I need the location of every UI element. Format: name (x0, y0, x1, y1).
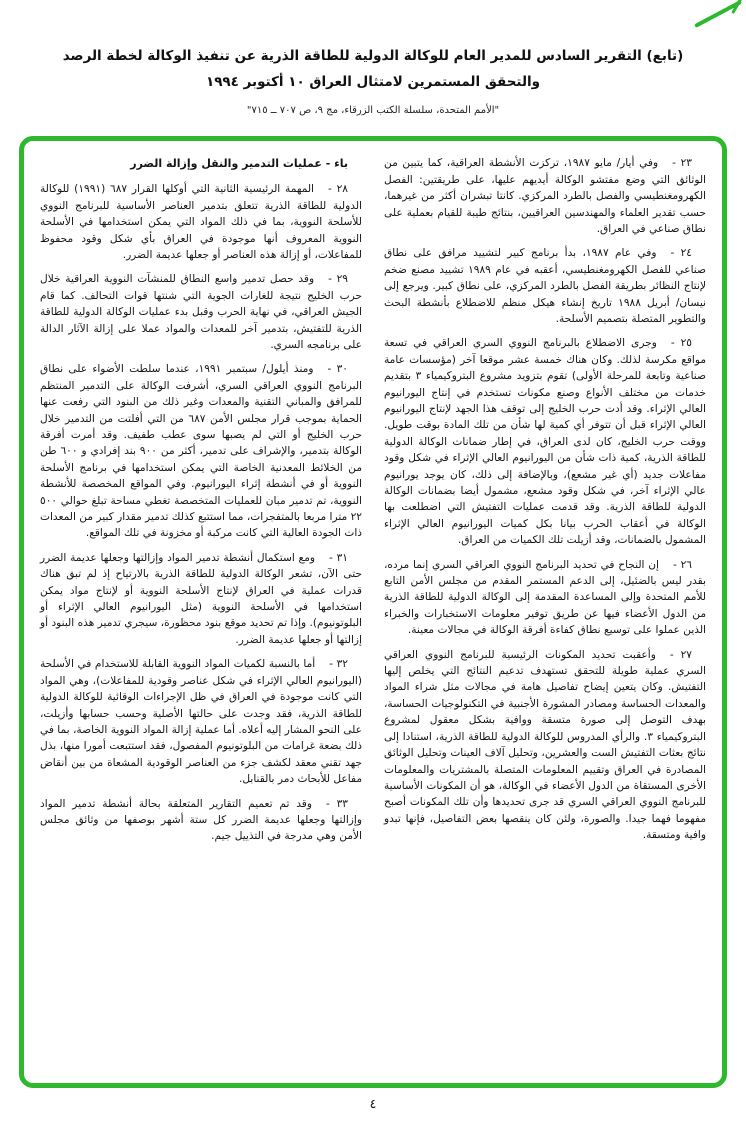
header-title-line-1: (تابع) التقرير السادس للمدير العام للوكالة الدولية للطاقة الذرية عن تنفيذ الوكالة لخطة الرصد (62, 48, 684, 64)
paragraph-number: ٢٣ - (672, 157, 692, 170)
header-source-citation: "الأمم المتحدة، سلسلة الكتب الزرقاء، مج ٩، ص ٧٠٧ ــ ٧١٥" (246, 105, 500, 117)
right-column (384, 155, 706, 1073)
paragraph-text: المهمة الرئيسية الثانية التي أوكلها القرار ٦٨٧ (١٩٩١) للوكالة الدولية للطاقة الذرية تتعلق بتدمير العناصر الأساسية للبرنامج النووي للأسلحة النووية، بما في ذلك المواد التي يمكن استخدامها في الأسلحة النووية المعروف أنها موجودة في العراق بأي شكل وقود محفوظ للمفاعلات، أو إزالة هذه العناصر أو جعلها عديمة الضرر. (40, 183, 362, 261)
paragraph-text: وفي عام ١٩٨٧، بدأ برنامج كبير لتشييد مرافق على نطاق صناعي للفصل الكهرومغنطيسي، أعقبه في عام ١٩٨٩ تشييد مصنع ضخم لإنتاج النظائر بطريقة الفصل بالطرد المركزي، على نطاق كبير. ويرجع إلى نيسان/ أبريل ١٩٨٨ تاريخ إنشاء هيكل منظم للاضطلاع بأنشطة البحث والتطوير المتصلة بتصميم الأسلحة. (384, 247, 706, 325)
paragraph-text: إن النجاح في تحديد البرنامج النووي العراقي السري إنما مرده، بقدر ليس بالضئيل، إلى الدعم المستمر المقدم من مجلس الأمن التابع للأمم المتحدة وإلى المساعدة المقدمة إلى الوكالة الدولية للطاقة الذرية من الدول الأعضاء فيها عن طريق توفير معلومات الاستخبارات والخبراء الذين عملوا على توسيع نطاق كفاءة أفرقة الوكالة في مجالات معينة. (384, 558, 706, 637)
two-column-text (40, 155, 706, 1073)
paragraph-number: ٣١ - (329, 551, 348, 564)
paragraph-text: أما بالنسبة لكميات المواد النووية القابلة للاستخدام في الأسلحة (اليورانيوم العالي الإثراء في شكل عناصر وقودية للمفاعلات)، وهي المواد التي كانت موجودة في العراق في ظل الإجراءات الوقائية للوكالة الدولية للطاقة الذرية، فقد وجدت على حالتها الأصلية وحسب حسابها وأزيلت، على النحو المشار إليه أعلاه. أما عملية إزالة المواد النووية الخاصة، بما في ذلك بضعة غرامات من البلوتونيوم المفصول، فقد استتبعت أمورا منها، بذل جهد تقني معقد لكشف جزء من العناصر الوقودية المشعاة من بين أنقاض مفاعل للأبحاث دمر بالقنابل. (40, 658, 362, 786)
paragraph (384, 155, 706, 237)
right-column-paragraphs (384, 155, 706, 843)
paragraph (40, 181, 362, 263)
paragraph-text: ومع استكمال أنشطة تدمير المواد وإزالتها وجعلها عديمة الضرر حتى الآن، تشعر الوكالة الدولية للطاقة الذرية بالارتياح إذ لم تبق هناك قدرات عملية في العراق لإنتاج الأسلحة النووية أو لإنتاج مواد يمكن استخدامها في الأسلحة النووية (مثل اليورانيوم العالي الإثراء أو البلوتونيوم). وإذا تم تحديد موقع بنود محظورة، سيجري تدمير هذه البنود أو إزالتها أو جعلها عديمة الضرر. (40, 551, 362, 646)
paragraph-text: وقد حصل تدمير واسع النطاق للمنشآت النووية العراقية خلال حرب الخليج نتيجة للغارات الجوية التي شنتها قوات التحالف. كما قام الجيش العراقي، في نهاية الحرب وقبل بدء عمليات الوكالة الدولية للطاقة الذرية للتفتيش، بتدمير آخر للمعدات والمواد عملا على إزالة الآثار الدالة على برنامجه السري. (40, 273, 362, 351)
header-title-line-2: والتحقق المستمرين لامتثال العراق ١٠ أكتوبر ١٩٩٤ (205, 73, 541, 90)
paragraph (40, 796, 362, 845)
paragraph (384, 557, 706, 639)
green-border-frame (19, 136, 727, 1088)
document-header (0, 0, 746, 116)
paragraph-number: ٢٥ - (670, 337, 692, 350)
paragraph-number: ٢٨ - (328, 183, 348, 196)
paragraph-text: وقد تم تعميم التقارير المتعلقة بحالة أنشطة تدمير المواد وإزالتها وجعلها عديمة الضرر كل ستة أشهر بوصفها من وثائق مجلس الأمن وهي مدرجة في التذييل جيم. (40, 797, 362, 843)
paragraph (40, 361, 362, 541)
left-column (40, 155, 362, 1073)
paragraph (40, 656, 362, 787)
paragraph (384, 245, 706, 327)
paragraph-text: وجرى الاضطلاع بالبرنامج النووي السري العراقي في تسعة مواقع مكرسة لذلك. وكان هناك خمسة عشر موقعا آخر (مؤسسات عامة صناعية وتابعة للمرحلة الأولى) تقوم بتزويد مشروع البتروكيمياء ٣ بتقديم خدمات من مختلف الأنواع وصنع مكونات تستخدم في إنتاج اليورانيوم العالي الإثراء. وقد أدت حرب الخليج إلى توقف هذا الجهد لإنتاج اليورانيوم العالي الإثراء قبل أن تتوفر أي كمية لها شأن من تلك المادة بوقت طويل. ووقت حرب الخليج، كان لدى العراق، في إطار ضمانات الوكالة الدولية للطاقة الذرية، كمية ذات شأن من اليورانيوم العالي الإثراء في شكل وقود مفاعلات جديد (أي غير مشعع)، وبالإضافة إلى ذلك، كان يوجد يورانيوم عالي الإثراء آخر، في شكل وقود مشعع، مشمول أيضا بضمانات الوكالة الدولية للطاقة الذرية. وقد قدمت عمليات التفتيش التي اضطلعت بها الوكالة في أعقاب الحرب بيانا بكل كميات اليورانيوم العالي الإثراء المشمول بالضمانات، وقد أزيلت تلك الكميات من العراق. (384, 337, 706, 547)
paragraph (384, 647, 706, 844)
section-heading-b: باء - عمليات التدمير والنقل وإزالة الضرر (130, 157, 348, 171)
paragraph (384, 335, 706, 548)
paragraph-number: ٢٩ - (328, 273, 348, 286)
paragraph-number: ٢٧ - (669, 648, 692, 661)
paragraph-number: ٢٤ - (670, 247, 692, 260)
paragraph-number: ٢٦ - (673, 558, 692, 571)
page-number: ٤ (369, 1096, 377, 1112)
paragraph-text: ومنذ أيلول/ سبتمبر ١٩٩١، عندما سلطت الأضواء على نطاق البرنامج النووي العراقي السري، أشرفت الوكالة على التدمير المنتظم للمرافق والمباني التقنية والمعدات وغير ذلك من البنود التي رفعت عنها الحماية بموجب قرار مجلس الأمن ٦٨٧ من التي أفلتت من التدمير خلال حرب الخليج أو التي لم يصبها سوى عطب طفيف. وقد أمرت أفرقة الوكالة بتدمير، والإشراف على تدمير، أكثر من ٩٠٠ بند إفرادي و ٦٠٠ طن من الخلائط المعدنية الخاصة التي يمكن استخدامها في برنامج الأسلحة النووية أو في أنشطة إثراء اليورانيوم. وفي المواقع المخصصة للأنشطة النووية، تم تدمير مبان للعمليات المتخصصة تغطي مساحة تبلغ حوالي ٥٠٠ ٢٢ مترا مربعا بالمتفجرات، مما استتبع كذلك تدمير مقدار كبير من المعدات ذات الجودة العالية التي كانت مركبة أو مخزونة في تلك المواقع. (40, 363, 362, 540)
paragraph-number: ٣٢ - (329, 658, 348, 671)
paragraph (40, 271, 362, 353)
paragraph-text: وأعقبت تحديد المكونات الرئيسية للبرنامج النووي العراقي السري عملية طويلة للتحقق تستهدف تدعيم النتائج التي يخلص إليها التفتيش. وكان يتعين إيضاح تفاصيل هامة في مجالات مثل شراء المواد والمعدات الحساسة ومصادر المشورة الأجنبية في التكنولوجيات الحساسة، بهدف التوصل إلى صورة متسقة ووافية بشكل معقول لمشروع البتروكيمياء ٣. والرأي المدروس للوكالة الدولية للطاقة الذرية، استنادا إلى نتائج بعثات التفتيش الست والعشرين، وتحليل آلاف العينات وتحليل الوثائق المصادرة في العراق وتقييم المعلومات المتصلة بالمشتريات والمعلومات الأخرى المستقاة من الدول الأعضاء في الوكالة، هو أن المكونات الأساسية للبرنامج النووي العراقي السري قد جرى تحديدها وأن تلك المكونات أصبح مفهوما فهما جيدا. والصورة، ولئن كان ينقصها بعض التفاصيل، فإنها تبدو وافية ومتسقة. (384, 648, 706, 842)
paragraph-text: وفي أيار/ مايو ١٩٨٧، تركزت الأنشطة العراقية، كما يتبين من الوثائق التي وضع مفتشو الوكالة أيديهم عليها، على طريقتين: الفصل الكهرومغنطيسي والفصل بالطرد المركزي. كانتا تبشران أكثر من غيرهما، حسب تقدير العلماء والمهندسين العراقيين، بنتائج طيبة للقيام بعملية على نطاق صناعي في العراق. (384, 157, 706, 235)
paragraph (40, 550, 362, 648)
paragraph-number: ٣٣ - (325, 797, 348, 810)
paragraph-number: ٣٠ - (327, 363, 348, 376)
left-column-paragraphs (40, 181, 362, 844)
